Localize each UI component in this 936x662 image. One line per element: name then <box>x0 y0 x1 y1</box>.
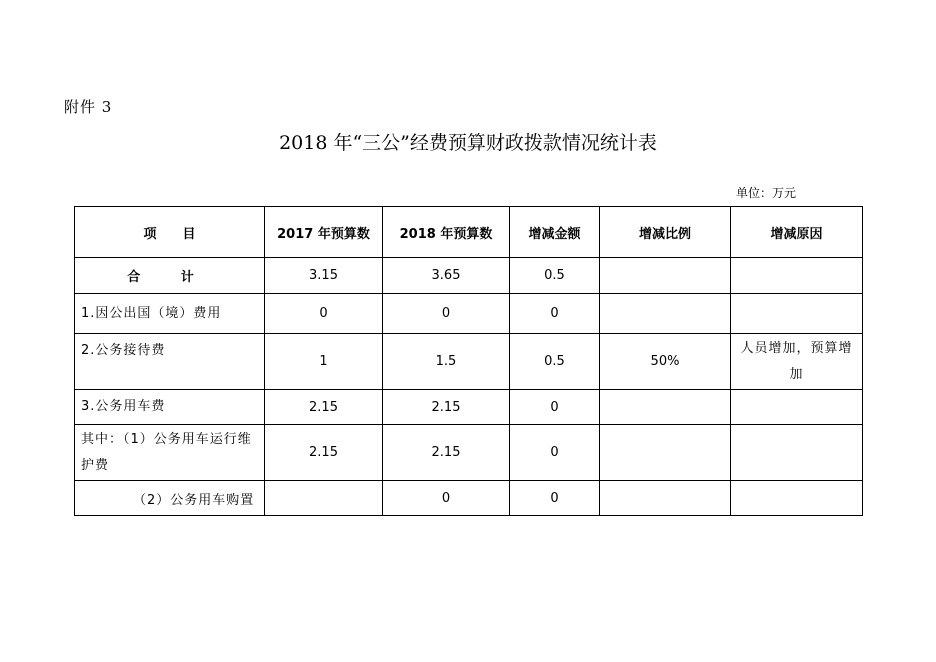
cell-change: 0 <box>510 390 600 425</box>
cell-item: 3.公务用车费 <box>75 390 265 425</box>
cell-reason <box>731 258 863 294</box>
cell-change: 0 <box>510 294 600 334</box>
cell-change: 0 <box>510 481 600 516</box>
cell-budget-2018: 3.65 <box>383 258 510 294</box>
cell-reason <box>731 481 863 516</box>
document-title: 2018 年“三公”经费预算财政拨款情况统计表 <box>279 132 657 154</box>
header-budget-2018: 2018 年预算数 <box>383 207 510 258</box>
table-row <box>75 481 863 516</box>
cell-budget-2017 <box>265 481 383 516</box>
cell-change: 0 <box>510 425 600 481</box>
cell-reason <box>731 425 863 481</box>
cell-budget-2017: 0 <box>265 294 383 334</box>
table-row <box>75 425 863 481</box>
cell-ratio <box>600 258 731 294</box>
cell-ratio: 50% <box>600 334 731 390</box>
cell-ratio <box>600 425 731 481</box>
unit-label: 单位：万元 <box>736 186 797 200</box>
cell-change: 0.5 <box>510 334 600 390</box>
cell-budget-2018: 1.5 <box>383 334 510 390</box>
cell-item: 2.公务接待费 <box>75 334 265 390</box>
header-change-reason: 增减原因 <box>731 207 863 258</box>
attachment-label: 附件 3 <box>64 98 113 116</box>
table-row-total <box>75 258 863 294</box>
cell-budget-2017: 2.15 <box>265 425 383 481</box>
header-item: 项 目 <box>75 207 265 258</box>
cell-ratio <box>600 390 731 425</box>
cell-budget-2017: 1 <box>265 334 383 390</box>
table-row <box>75 294 863 334</box>
cell-item: 合 计 <box>75 258 265 294</box>
cell-ratio <box>600 294 731 334</box>
cell-budget-2017: 3.15 <box>265 258 383 294</box>
cell-budget-2018: 0 <box>383 294 510 334</box>
cell-budget-2018: 0 <box>383 481 510 516</box>
table-row <box>75 334 863 390</box>
cell-budget-2018: 2.15 <box>383 390 510 425</box>
cell-reason: 人员增加，预算增加 <box>731 334 863 390</box>
cell-item: （2）公务用车购置 <box>75 481 265 516</box>
cell-change: 0.5 <box>510 258 600 294</box>
cell-reason <box>731 390 863 425</box>
header-budget-2017: 2017 年预算数 <box>265 207 383 258</box>
table-row <box>75 390 863 425</box>
cell-budget-2017: 2.15 <box>265 390 383 425</box>
budget-table <box>74 206 863 516</box>
cell-reason <box>731 294 863 334</box>
header-change-amount: 增减金额 <box>510 207 600 258</box>
cell-budget-2018: 2.15 <box>383 425 510 481</box>
cell-item: 其中：（1）公务用车运行维护费 <box>75 425 265 481</box>
table-header-row <box>75 207 863 258</box>
cell-item: 1.因公出国（境）费用 <box>75 294 265 334</box>
header-change-ratio: 增减比例 <box>600 207 731 258</box>
cell-ratio <box>600 481 731 516</box>
